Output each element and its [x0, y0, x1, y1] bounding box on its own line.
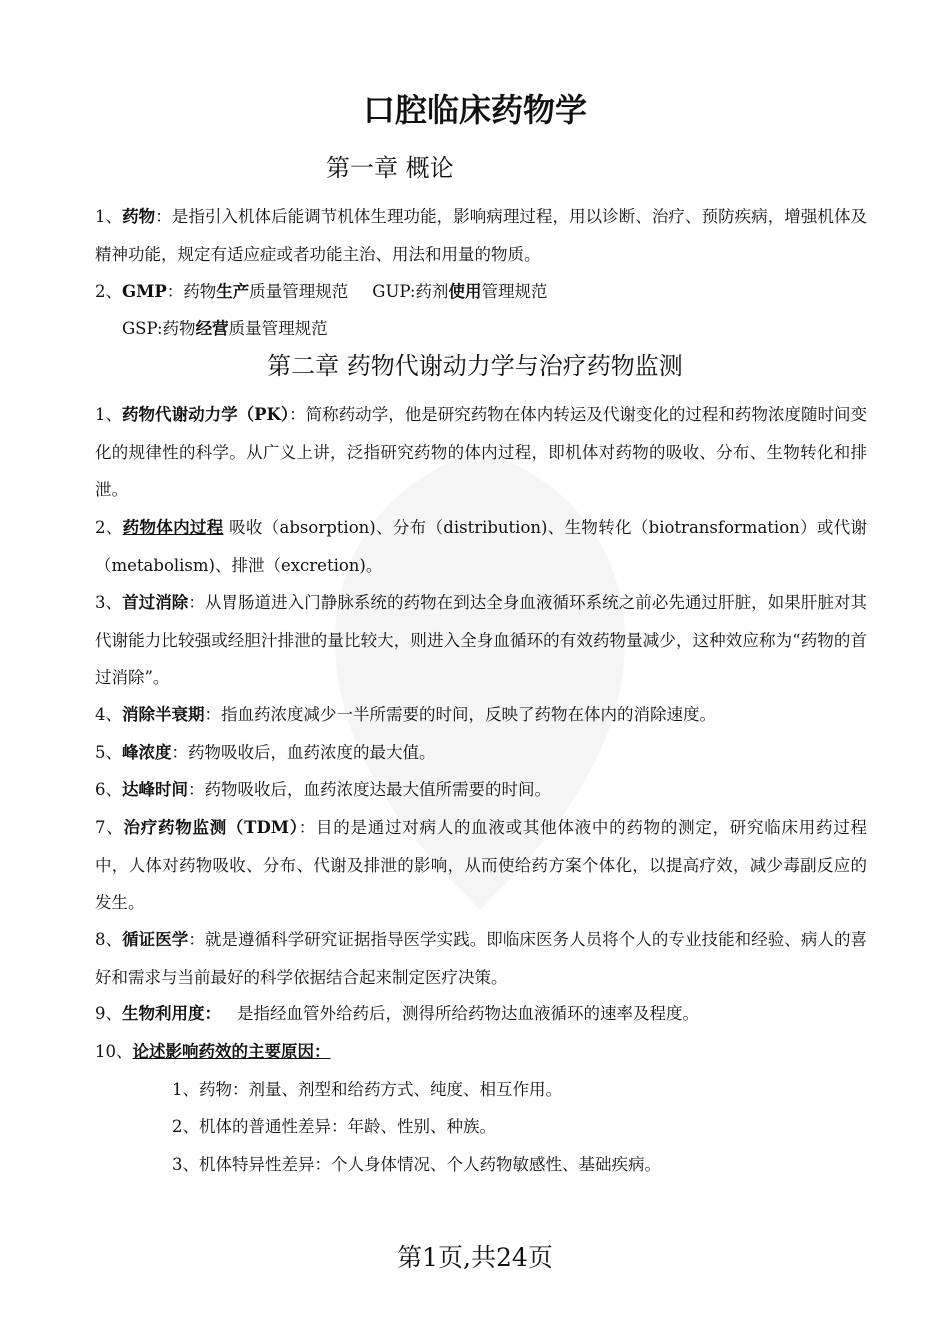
item-text: ：指血药浓度减少一半所需要的时间，反映了药物在体内的消除速度。	[204, 705, 716, 724]
ch2-item-10-sub-2: 2、机体的普通性差异：年龄、性别、种族。	[172, 1117, 496, 1136]
ch2-item-6	[95, 771, 551, 809]
item-term: 峰浓度	[122, 743, 172, 762]
item-term: 达峰时间	[122, 780, 188, 799]
item-text: 吸收（absorption)、分布（distribution)、生物转化（biotransformation）或代谢（metabolism)、排泄（excretion)。	[95, 518, 868, 575]
item-number: 4、	[95, 705, 122, 724]
item-text: ：就是遵循科学研究证据指导医学实践。即临床医务人员将个人的专业技能和经验、病人的喜好和需求与当前最好的科学依据结合起来制定医疗决策。	[95, 930, 868, 987]
gsp-text-bold: 经营	[195, 319, 229, 338]
ch2-item-2	[95, 509, 867, 584]
item-number: 3、	[95, 593, 123, 612]
chapter1-heading: 第一章 概论	[326, 154, 454, 182]
gsp-text-a: GSP:药物	[122, 319, 196, 338]
item-number: 8、	[95, 930, 123, 949]
item-term: 消除半衰期	[122, 705, 205, 724]
ch2-item-8	[95, 921, 867, 996]
item-text: ：药物吸收后，血药浓度的最大值。	[171, 743, 436, 762]
ch1-item-1	[95, 198, 867, 273]
item-text: ：简称药动学，他是研究药物在体内转运及代谢变化的过程和药物浓度随时间变化的规律性的科学。从广义上讲，泛指研究药物的体内过程，即机体对药物的吸收、分布、生物转化和排泄。	[95, 405, 868, 499]
item-term: 治疗药物监测（TDM）	[123, 818, 299, 837]
item-term: 药物代谢动力学（PK）	[122, 405, 290, 424]
gmp-term: GMP	[122, 282, 167, 301]
item-term: 生物利用度：	[122, 1004, 221, 1023]
item-number: 2、	[95, 282, 122, 301]
item-number: 7、	[95, 818, 124, 837]
item-term: 循证医学	[122, 930, 189, 949]
ch2-item-1	[95, 396, 867, 509]
gmp-text-bold: 生产	[216, 282, 250, 301]
gmp-text-c: 质量管理规范	[249, 282, 349, 301]
gsp-text-c: 质量管理规范	[228, 319, 328, 338]
ch1-item-2	[95, 273, 547, 311]
ch2-item-7	[95, 809, 867, 922]
gup-text-bold: 使用	[448, 282, 482, 301]
document-title: 口腔临床药物学	[362, 91, 587, 129]
item-text: ：是指引入机体后能调节机体生理功能，影响病理过程，用以诊断、治疗、预防疾病，增强机体及精神功能，规定有适应症或者功能主治、用法和用量的物质。	[95, 207, 868, 264]
item-term: 药物体内过程	[122, 518, 224, 537]
gup-text-a: GUP:药剂	[372, 282, 449, 301]
gmp-text-a: ：药物	[166, 282, 217, 301]
item-number: 9、	[95, 1004, 122, 1023]
ch2-item-5	[95, 734, 436, 772]
item-term: 药物	[122, 207, 156, 226]
ch2-item-9	[95, 995, 699, 1033]
item-number: 6、	[95, 780, 122, 799]
ch2-item-10	[95, 1033, 331, 1071]
ch2-item-10-sub-1: 1、药物：剂量、剂型和给药方式、纯度、相互作用。	[172, 1080, 562, 1099]
gup-text-c: 管理规范	[481, 282, 548, 301]
page-footer: 第1页,共24页	[397, 1243, 553, 1272]
item-text: ：目的是通过对病人的血液或其他体液中的药物的测定，研究临床用药过程中，人体对药物吸收、分布、代谢及排泄的影响，从而使给药方案个体化，以提高疗效，减少毒副反应的发生。	[95, 818, 867, 912]
item-number: 1、	[95, 405, 123, 424]
item-term: 论述影响药效的主要原因：	[132, 1042, 331, 1061]
item-text: 是指经血管外给药后，测得所给药物达血液循环的速率及程度。	[237, 1004, 699, 1023]
item-text: ：药物吸收后，血药浓度达最大值所需要的时间。	[188, 780, 551, 799]
ch2-item-3	[95, 584, 867, 697]
item-term: 首过消除	[122, 593, 189, 612]
item-number: 5、	[95, 743, 122, 762]
ch2-item-10-sub-3: 3、机体特异性差异：个人身体情况、个人药物敏感性、基础疾病。	[172, 1155, 661, 1174]
item-number: 10、	[95, 1042, 133, 1061]
chapter2-heading: 第二章 药物代谢动力学与治疗药物监测	[267, 352, 683, 380]
ch2-item-4	[95, 696, 716, 734]
item-number: 2、	[95, 518, 123, 537]
item-number: 1、	[95, 207, 123, 226]
item-text: ：从胃肠道进入门静脉系统的药物在到达全身血液循环系统之前必先通过肝脏，如果肝脏对其代谢能力比较强或经胆汁排泄的量比较大，则进入全身血循环的有效药物量减少，这种效应称为“药物的首过消除”。	[95, 593, 868, 687]
ch1-item-2-gsp	[122, 310, 328, 348]
